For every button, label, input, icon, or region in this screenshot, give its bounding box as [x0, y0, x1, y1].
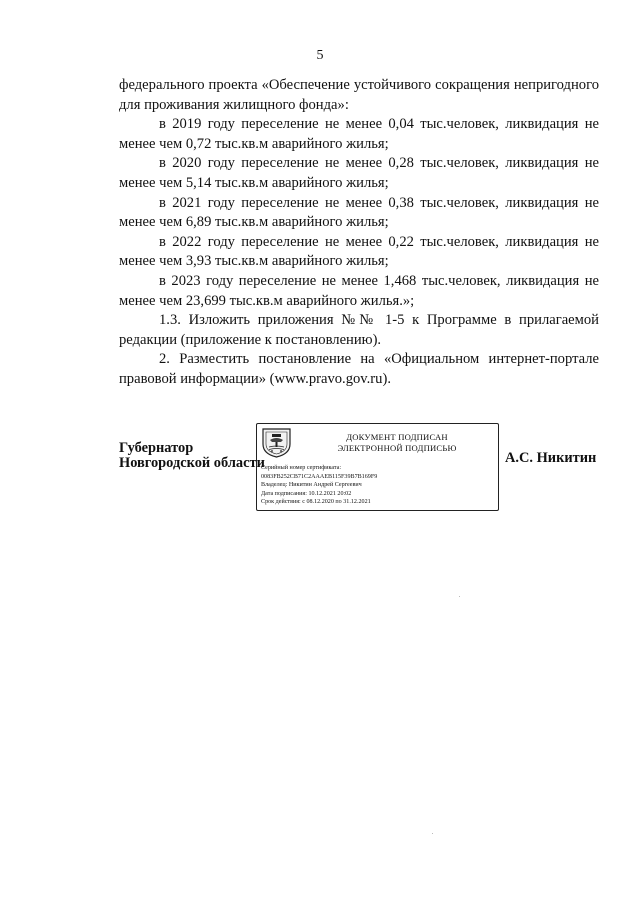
paragraph: федерального проекта «Обеспечение устойчивого сокращения непригодного	[119, 77, 599, 93]
paragraph: для проживания жилищного фонда»:	[119, 96, 349, 113]
scan-speck	[432, 833, 433, 834]
paragraph: в 2021 году переселение не менее 0,38 тыс.человек, ликвидация не менее чем 6,89 тыс.кв.м аварийного жилья;	[119, 194, 599, 231]
paragraph: 1.3. Изложить приложения №№ 1-5 к Программе в прилагаемой редакции (приложение к постановлению).	[119, 312, 599, 348]
position-line: Губернатор	[119, 440, 194, 456]
certificate-owner: Владелец: Никитин Андрей Сергеевич	[261, 482, 362, 489]
electronic-signature-stamp	[256, 423, 499, 511]
paragraph: в 2020 году переселение не менее 0,28 тыс.человек, ликвидация не менее чем 5,14 тыс.кв.м аварийного жилья;	[119, 155, 599, 191]
stamp-title-line: ДОКУМЕНТ ПОДПИСАН	[346, 432, 448, 442]
signing-date: Дата подписания: 10.12.2021 20:02	[261, 490, 352, 497]
page-number: 5	[316, 48, 324, 63]
validity-period: Срок действия: с 08.12.2020 по 31.12.2021	[261, 499, 371, 506]
document-body	[119, 76, 599, 390]
certificate-line: Серийный номер сертификата:	[261, 465, 342, 471]
coat-of-arms-icon	[260, 427, 293, 458]
stamp-title	[297, 432, 497, 453]
paragraph: в 2023 году переселение не менее 1,468 тыс.человек, ликвидация не менее чем 23,699 тыс.кв.м аварийного жилья.»;	[119, 272, 599, 309]
paragraph: в 2019 году переселение не менее 0,04 тыс.человек, ликвидация не менее чем 0,72 тыс.кв.м аварийного жилья;	[119, 116, 599, 152]
certificate-details	[261, 464, 497, 507]
signatory-name: А.С. Никитин	[505, 450, 597, 466]
certificate-serial: 0083FB252CB71C2AAAEB115F39B7B169F9	[261, 473, 378, 480]
signatory-position	[119, 441, 265, 471]
scan-speck	[459, 596, 460, 597]
stamp-title-line: ЭЛЕКТРОННОЙ ПОДПИСЬЮ	[337, 442, 457, 453]
position-line: Новгородской области	[119, 455, 265, 471]
paragraph: в 2022 году переселение не менее 0,22 тыс.человек, ликвидация не менее чем 3,93 тыс.кв.м аварийного жилья;	[119, 233, 599, 270]
paragraph: 2. Разместить постановление на «Официальном интернет-портале правовой информации» (www.pravo.gov.ru).	[119, 351, 599, 387]
